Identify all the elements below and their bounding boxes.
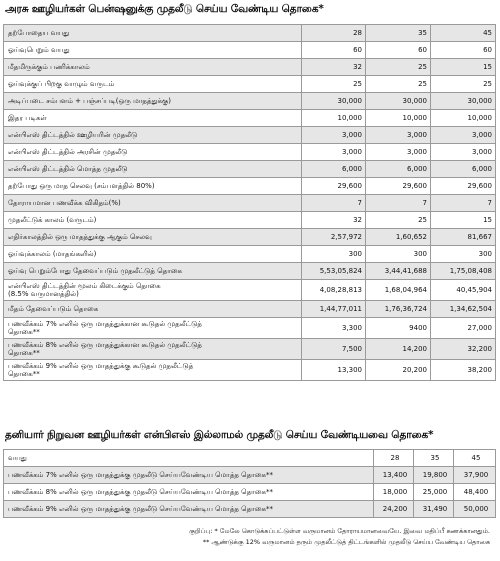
value-cell-age-col-1: 25	[302, 76, 366, 93]
value-cell-age-col-2: 25	[366, 59, 431, 76]
row-label	[4, 25, 302, 42]
table-row	[4, 263, 496, 280]
value-cell-age-col-3: 29,600	[431, 178, 496, 195]
private-employee-investment-table	[3, 449, 496, 518]
table-row	[4, 339, 496, 360]
row-label	[4, 318, 302, 339]
value-cell-age-col-1: 5,53,05,824	[302, 263, 366, 280]
row-label	[4, 93, 302, 110]
value-cell-age-col-1: 7,500	[302, 339, 366, 360]
value-cell-age-col-3: 3,000	[431, 144, 496, 161]
value-cell-age-col-3: 27,000	[431, 318, 496, 339]
value-cell-age-col-1: 28	[302, 25, 366, 42]
table-row	[4, 144, 496, 161]
row-label: வயது	[4, 450, 374, 467]
row-label-text: என்பிஎஸ் திட்டத்தின் மூலம் கிடைக்கும் தொகை	[8, 281, 161, 290]
value-cell-age-col-3: 40,45,904	[431, 280, 496, 301]
table-row	[4, 161, 496, 178]
row-label-text: முதலீட்டுக் காலம் (வருடம்)	[8, 215, 97, 224]
row-label-text: எதிர்காலத்தில் ஒரு மாதத்துக்கு ஆகும் செலவு	[8, 232, 152, 241]
value-cell-age-col-1: 28	[374, 450, 414, 467]
value-cell-age-col-2: 25,000	[414, 484, 454, 501]
row-label	[4, 127, 302, 144]
row-label	[4, 301, 302, 318]
table-row	[4, 360, 496, 381]
value-cell-age-col-1: 29,600	[302, 178, 366, 195]
row-label	[4, 144, 302, 161]
table-row	[4, 178, 496, 195]
row-label	[4, 339, 302, 360]
value-cell-age-col-1: 7	[302, 195, 366, 212]
value-cell-age-col-3: 38,200	[431, 360, 496, 381]
row-label-text: என்பிஎஸ் திட்டத்தில் மொத்த முதலீடு	[8, 164, 128, 173]
value-cell-age-col-1: 300	[302, 246, 366, 263]
row-label	[4, 178, 302, 195]
row-label	[4, 76, 302, 93]
value-cell-age-col-2: 3,000	[366, 144, 431, 161]
row-label-text: ஓய்வுக்காலம் (மாதங்களில்)	[8, 249, 97, 258]
row-label	[4, 360, 302, 381]
row-label: பணவீக்கம் 7% எனில் ஒரு மாதத்துக்கு முதலீடு செய்யவேண்டிய மொத்த தொகை**	[4, 467, 374, 484]
table-row	[4, 76, 496, 93]
value-cell-age-col-2: 3,44,41,688	[366, 263, 431, 280]
row-label-text-line2: (8.5% வருமானத்தில்)	[8, 290, 79, 298]
table-row	[4, 450, 496, 467]
table-row	[4, 246, 496, 263]
table-row	[4, 484, 496, 501]
value-cell-age-col-3: 32,200	[431, 339, 496, 360]
value-cell-age-col-3: 15	[431, 59, 496, 76]
row-label-text-line2: தொகை**	[8, 349, 40, 357]
table-row	[4, 42, 496, 59]
row-label	[4, 246, 302, 263]
row-label-text: ஓய்வுக்குப் பிறகு வாழும் வருடம்	[8, 79, 115, 88]
table-row	[4, 59, 496, 76]
value-cell-age-col-2: 14,200	[366, 339, 431, 360]
value-cell-age-col-1: 6,000	[302, 161, 366, 178]
table-row	[4, 501, 496, 518]
row-label-text: மீதமிருக்கும் பணிக்காலம்	[8, 62, 90, 71]
value-cell-age-col-2: 9400	[366, 318, 431, 339]
table-row	[4, 318, 496, 339]
value-cell-age-col-2: 1,60,652	[366, 229, 431, 246]
footnote-1: குறிப்பு: * மேலே கொடுக்கப்பட்டுள்ள வருமானம் தோராயமானவையே. இவை மதிப்பீ கணக்கானதும்.	[189, 527, 490, 535]
value-cell-age-col-1: 4,08,28,813	[302, 280, 366, 301]
row-label	[4, 110, 302, 127]
value-cell-age-col-3: 45	[454, 450, 496, 467]
value-cell-age-col-1: 1,44,77,011	[302, 301, 366, 318]
row-label-text: பணவீக்கம் 7% எனில் ஒரு மாதத்துக்கான கூடுதல் முதலீட்டுத்	[8, 319, 202, 328]
value-cell-age-col-2: 35	[414, 450, 454, 467]
row-label	[4, 195, 302, 212]
row-label-text: இதர படிகள்	[8, 113, 47, 122]
value-cell-age-col-3: 10,000	[431, 110, 496, 127]
value-cell-age-col-3: 1,75,08,408	[431, 263, 496, 280]
section2-title: தனியார் நிறுவன ஊழியர்கள் என்பிஎஸ் இல்லாமல் முதலீடு செய்ய வேண்டியவை தொகை*	[5, 429, 434, 441]
value-cell-age-col-1: 18,000	[374, 484, 414, 501]
row-label-text-line2: தொகை**	[8, 328, 40, 336]
table-row	[4, 229, 496, 246]
value-cell-age-col-2: 300	[366, 246, 431, 263]
row-label-text: ஓய்வுபெறும் வயது	[8, 45, 70, 54]
table-row	[4, 280, 496, 301]
value-cell-age-col-1: 32	[302, 59, 366, 76]
row-label-text: பணவீக்கம் 8% எனில் ஒரு மாதத்துக்கான கூடுதல் முதலீட்டுத்	[8, 340, 202, 349]
row-label-text: என்பிஎஸ் திட்டத்தில் ஊழியரின் முதலீடு	[8, 130, 138, 139]
row-label	[4, 229, 302, 246]
value-cell-age-col-3: 7	[431, 195, 496, 212]
row-label	[4, 280, 302, 301]
value-cell-age-col-2: 29,600	[366, 178, 431, 195]
row-label: பணவீக்கம் 9% எனில் ஒரு மாதத்துக்கு முதலீடு செய்யவேண்டிய மொத்த தொகை**	[4, 501, 374, 518]
row-label-text-line2: தொகை**	[8, 370, 40, 378]
value-cell-age-col-1: 2,57,972	[302, 229, 366, 246]
value-cell-age-col-2: 10,000	[366, 110, 431, 127]
value-cell-age-col-2: 25	[366, 76, 431, 93]
table-row	[4, 110, 496, 127]
value-cell-age-col-1: 24,200	[374, 501, 414, 518]
row-label-text: தற்போதைய வயது	[8, 28, 70, 37]
value-cell-age-col-3: 6,000	[431, 161, 496, 178]
value-cell-age-col-2: 20,200	[366, 360, 431, 381]
row-label-text: அடிப்படை சம்பளம் + பஞ்சப்படி(ஒரு மாதத்துக்கு)	[8, 96, 171, 105]
value-cell-age-col-1: 10,000	[302, 110, 366, 127]
value-cell-age-col-1: 60	[302, 42, 366, 59]
government-employee-pension-table	[3, 24, 496, 381]
value-cell-age-col-3: 37,900	[454, 467, 496, 484]
row-label	[4, 212, 302, 229]
value-cell-age-col-1: 3,000	[302, 127, 366, 144]
table-row	[4, 93, 496, 110]
value-cell-age-col-1: 32	[302, 212, 366, 229]
value-cell-age-col-2: 1,68,04,964	[366, 280, 431, 301]
value-cell-age-col-2: 35	[366, 25, 431, 42]
row-label	[4, 263, 302, 280]
row-label	[4, 42, 302, 59]
value-cell-age-col-1: 13,400	[374, 467, 414, 484]
value-cell-age-col-3: 25	[431, 76, 496, 93]
value-cell-age-col-3: 30,000	[431, 93, 496, 110]
value-cell-age-col-3: 300	[431, 246, 496, 263]
value-cell-age-col-2: 30,000	[366, 93, 431, 110]
value-cell-age-col-1: 13,300	[302, 360, 366, 381]
value-cell-age-col-3: 1,34,62,504	[431, 301, 496, 318]
row-label-text: தோராயமான பணவீக்க விகிதம்(%)	[8, 198, 121, 207]
row-label-text: பணவீக்கம் 9% எனில் ஒரு மாதத்துக்கு கூடுதல் முதலீட்டுத்	[8, 361, 194, 370]
row-label-text: தற்போது ஒரு மாத செலவு (சம்பளத்தில் 80%)	[8, 181, 155, 190]
value-cell-age-col-2: 60	[366, 42, 431, 59]
table-row	[4, 212, 496, 229]
table-row	[4, 467, 496, 484]
value-cell-age-col-2: 25	[366, 212, 431, 229]
row-label: பணவீக்கம் 8% எனில் ஒரு மாதத்துக்கு முதலீடு செய்யவேண்டிய மொத்த தொகை**	[4, 484, 374, 501]
value-cell-age-col-1: 3,300	[302, 318, 366, 339]
value-cell-age-col-2: 3,000	[366, 127, 431, 144]
value-cell-age-col-3: 48,400	[454, 484, 496, 501]
table-row	[4, 195, 496, 212]
value-cell-age-col-3: 3,000	[431, 127, 496, 144]
value-cell-age-col-2: 6,000	[366, 161, 431, 178]
value-cell-age-col-2: 7	[366, 195, 431, 212]
table-row	[4, 301, 496, 318]
row-label-text: ஓய்வு பெறும்போது தேவைப்படும் முதலீட்டுத் தொகை	[8, 266, 182, 275]
value-cell-age-col-3: 45	[431, 25, 496, 42]
footnote-2: ** ஆண்டுக்கு 12% வருமானம் தரும் முதலீட்டுத் திட்டங்களில் முதலீடு செய்ய வேண்டிய தொகை	[202, 538, 490, 546]
value-cell-age-col-1: 3,000	[302, 144, 366, 161]
value-cell-age-col-2: 1,76,36,724	[366, 301, 431, 318]
section1-title: அரசு ஊழியர்கள் பென்ஷனுக்கு முதலீடு செய்ய வேண்டிய தொகை*	[5, 3, 324, 15]
row-label	[4, 161, 302, 178]
value-cell-age-col-1: 30,000	[302, 93, 366, 110]
value-cell-age-col-3: 15	[431, 212, 496, 229]
row-label-text: என்பிஎஸ் திட்டத்தில் அரசின் முதலீடு	[8, 147, 128, 156]
table-row	[4, 25, 496, 42]
table-row	[4, 127, 496, 144]
value-cell-age-col-3: 50,000	[454, 501, 496, 518]
row-label-text: மீதம் தேவைப்படும் தொகை	[8, 304, 99, 313]
value-cell-age-col-2: 19,800	[414, 467, 454, 484]
row-label	[4, 59, 302, 76]
value-cell-age-col-3: 60	[431, 42, 496, 59]
value-cell-age-col-3: 81,667	[431, 229, 496, 246]
value-cell-age-col-2: 31,490	[414, 501, 454, 518]
